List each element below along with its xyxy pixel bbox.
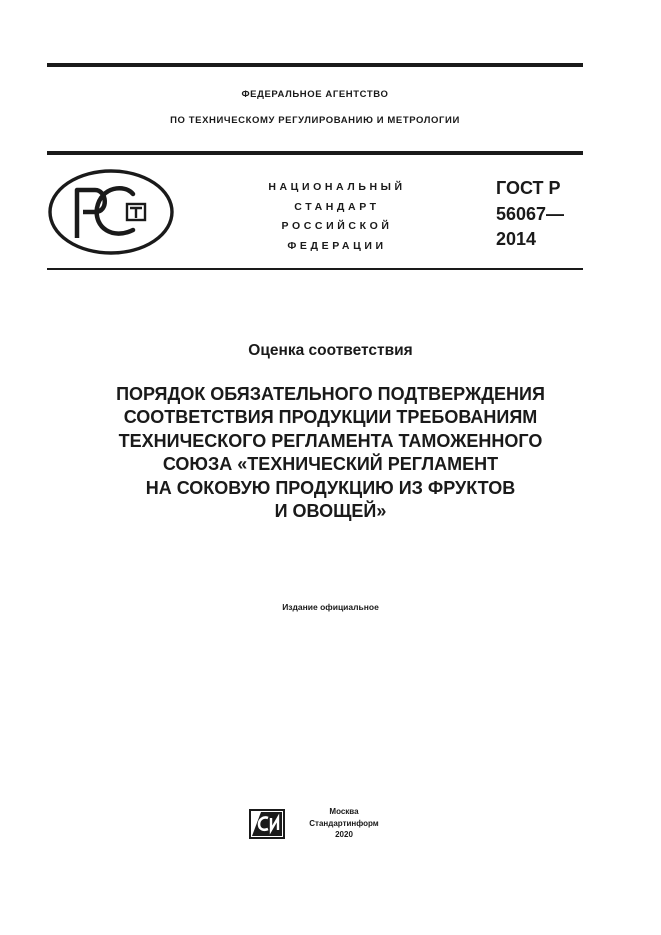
document-subject: Оценка соответствия	[248, 342, 413, 359]
title-line: СООТВЕТСТВИЯ ПРОДУКЦИИ ТРЕБОВАНИЯМ	[123, 407, 538, 428]
header-bottom-rule	[47, 268, 583, 270]
document-title	[40, 383, 621, 523]
edition-label: Издание официальное	[282, 602, 379, 612]
publisher-name: Стандартинформ	[309, 818, 379, 828]
publisher-imprint	[294, 806, 394, 841]
agency-name-line-1: ФЕДЕРАЛЬНОЕ АГЕНТСТВО	[241, 89, 389, 100]
standard-type-line: СТАНДАРТ	[294, 200, 380, 213]
title-line: ПОРЯДОК ОБЯЗАТЕЛЬНОГО ПОДТВЕРЖДЕНИЯ	[116, 384, 545, 404]
title-line: ТЕХНИЧЕСКОГО РЕГЛАМЕНТА ТАМОЖЕННОГО	[118, 430, 543, 451]
top-rule	[47, 63, 583, 67]
standard-type-line: ФЕДЕРАЦИИ	[287, 239, 387, 252]
designation-line: ГОСТ Р	[496, 178, 561, 198]
rst-certification-mark-icon	[47, 168, 175, 256]
title-line: И ОВОЩЕЙ»	[274, 501, 387, 522]
standard-type-line: НАЦИОНАЛЬНЫЙ	[268, 181, 406, 193]
publisher-city: Москва	[329, 807, 359, 816]
standard-designation	[496, 176, 596, 253]
publisher-year: 2020	[335, 830, 353, 839]
designation-line: 2014	[496, 229, 537, 249]
standard-type-line: РОССИЙСКОЙ	[281, 220, 393, 232]
header-rule	[47, 151, 583, 155]
title-line: НА СОКОВУЮ ПРОДУКЦИЮ ИЗ ФРУКТОВ	[145, 477, 516, 498]
title-line: СОЮЗА «ТЕХНИЧЕСКИЙ РЕГЛАМЕНТ	[162, 454, 499, 475]
designation-line: 56067—	[496, 203, 565, 224]
standard-type-label	[222, 178, 452, 256]
standartinform-logo-icon	[249, 809, 285, 839]
agency-name-line-2: ПО ТЕХНИЧЕСКОМУ РЕГУЛИРОВАНИЮ И МЕТРОЛОГИИ	[170, 115, 460, 126]
